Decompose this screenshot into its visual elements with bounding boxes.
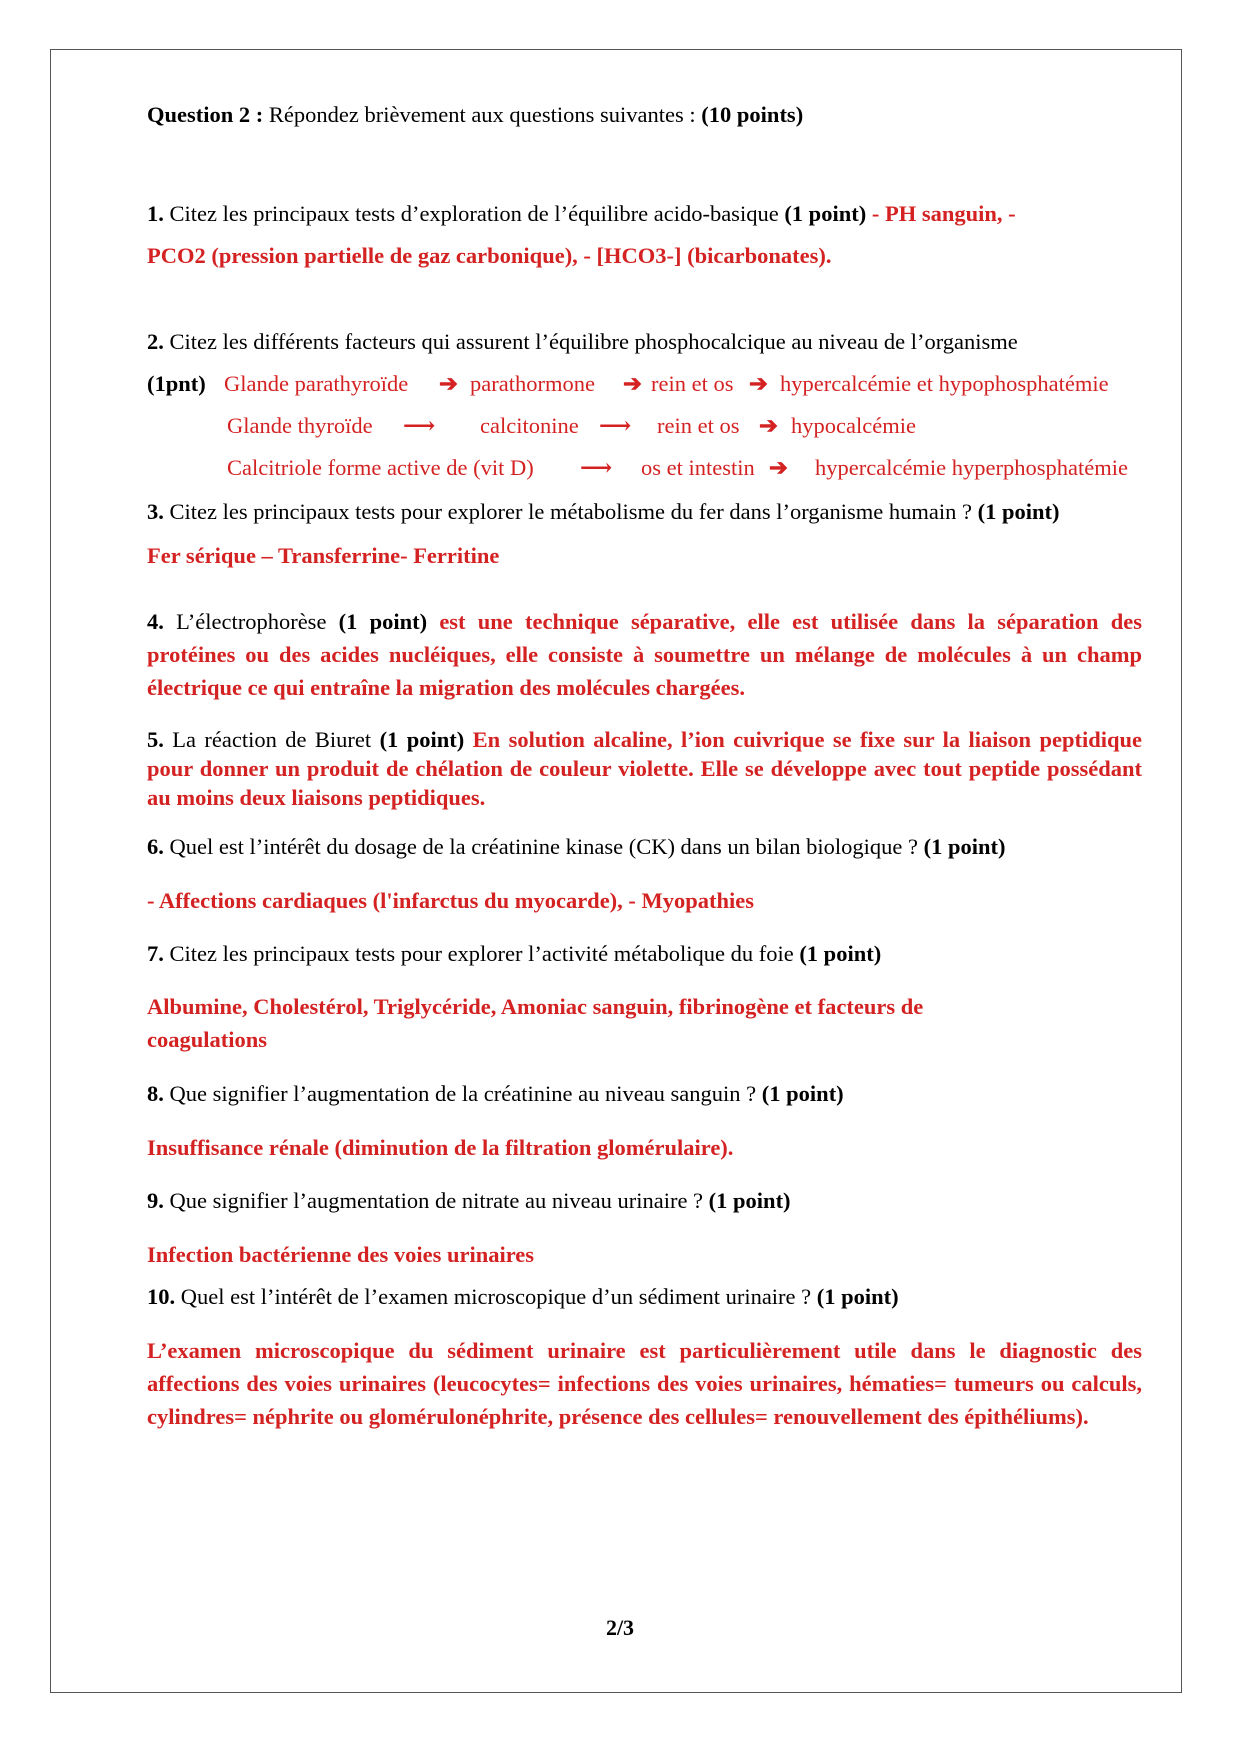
question-8: 8. Que signifier l’augmentation de la créatinine au niveau sanguin ? (1 point) — [147, 1081, 844, 1106]
arrow-icon: ➔ — [623, 371, 642, 396]
question-3: 3. Citez les principaux tests pour explorer le métabolisme du fer dans l’organisme humain ? (1 point) — [147, 499, 1060, 524]
answer-2-row-1: (1pnt) Glande parathyroïde ➔ parathormone ➔ rein et os ➔ hypercalcémie et hypophosphatémie — [147, 369, 206, 399]
long-arrow-icon: ⟶ — [403, 413, 433, 438]
page-number: 2/3 — [605, 1615, 635, 1640]
question-4: 4. L’électrophorèse (1 point) est une technique séparative, elle est utilisée dans la séparation des protéines ou des acides nucléiques, elle consiste à soumettre un mélange de molécules à un champ électrique ce qui entraîne la migration des molécules chargées. — [147, 609, 1142, 700]
arrow-icon: ➔ — [749, 371, 768, 396]
question-7: 7. Citez les principaux tests pour explorer l’activité métabolique du foie (1 point) — [147, 941, 882, 966]
answer-10: L’examen microscopique du sédiment urinaire est particulièrement utile dans le diagnostic des affections des voies urinaires (leucocytes= infections des voies urinaires, hématies= tumeurs ou calculs, cylindres= néphrite ou glomérulonéphrite, présence des cellules= renouvellement des épithéliums). — [147, 1338, 1142, 1429]
question-2: 2. Citez les différents facteurs qui assurent l’équilibre phosphocalcique au niveau de l’organisme — [147, 329, 1018, 354]
question-6: 6. Quel est l’intérêt du dosage de la créatinine kinase (CK) dans un bilan biologique ? (1 point) — [147, 834, 1006, 859]
question-header: Question 2 : Répondez brièvement aux questions suivantes : (10 points) — [147, 102, 804, 127]
question-5: 5. La réaction de Biuret (1 point) En solution alcaline, l’ion cuivrique se fixe sur la liaison peptidique pour donner un produit de chélation de couleur violette. Elle se développe avec tout peptide possédant au moins deux liaisons peptidiques. — [147, 727, 1142, 810]
answer-9: Infection bactérienne des voies urinaires — [147, 1242, 535, 1267]
answer-6: - Affections cardiaques (l'infarctus du myocarde), - Myopathies — [147, 888, 755, 913]
answer-1-part-b: PCO2 (pression partielle de gaz carbonique), - [HCO3-] (bicarbonates). — [147, 243, 832, 268]
question-10: 10. Quel est l’intérêt de l’examen microscopique d’un sédiment urinaire ? (1 point) — [147, 1284, 899, 1309]
answer-7-part-b: coagulations — [147, 1027, 268, 1052]
question-1: 1. Citez les principaux tests d’exploration de l’équilibre acido-basique (1 point) - PH sanguin, - — [147, 201, 1016, 226]
question-9: 9. Que signifier l’augmentation de nitrate au niveau urinaire ? (1 point) — [147, 1188, 791, 1213]
answer-7-part-a: Albumine, Cholestérol, Triglycéride, Amoniac sanguin, fibrinogène et facteurs de — [147, 994, 924, 1019]
answer-3: Fer sérique – Transferrine- Ferritine — [147, 543, 500, 568]
long-arrow-icon: ⟶ — [580, 455, 610, 480]
long-arrow-icon: ⟶ — [599, 413, 629, 438]
arrow-icon: ➔ — [769, 455, 788, 480]
answer-4: est une technique séparative, elle est utilisée dans la séparation des protéines ou des acides nucléiques, elle consiste à soumettre un mélange de molécules à un champ électrique ce qui entraîne la migration des molécules chargées. — [147, 609, 1142, 700]
answer-1-part-a: - PH sanguin, - — [866, 201, 1016, 226]
answer-8: Insuffisance rénale (diminution de la filtration glomérulaire). — [147, 1135, 734, 1160]
answer-5: En solution alcaline, l’ion cuivrique se fixe sur la liaison peptidique pour donner un produit de chélation de couleur violette. Elle se développe avec tout peptide possédant au moins deux liaisons peptidiques. — [147, 727, 1142, 810]
arrow-icon: ➔ — [439, 371, 458, 396]
page-border — [50, 49, 1182, 1693]
arrow-icon: ➔ — [759, 413, 778, 438]
